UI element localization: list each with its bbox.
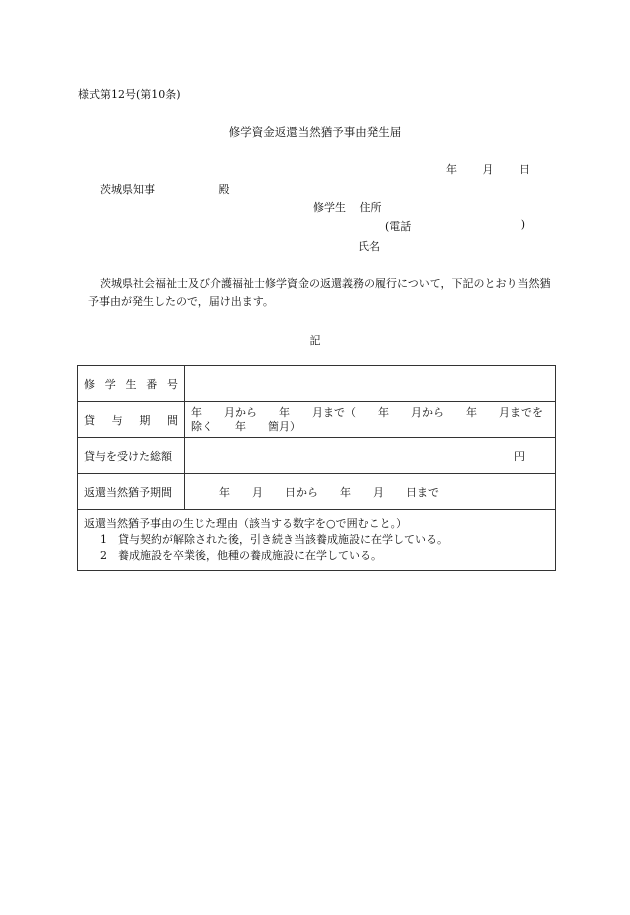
addressee xyxy=(100,181,230,197)
label-char: 与 xyxy=(111,413,123,427)
body-text: 茨城県社会福祉士及び介護福祉士修学資金の返還義務の履行について，下記のとおり当然猶予事由が発生したので，届け出ます。 xyxy=(88,277,551,308)
date-year: 年 xyxy=(446,163,457,176)
label-char: 生 xyxy=(125,377,137,391)
phone-line xyxy=(385,218,525,234)
date-day: 日 xyxy=(519,163,530,176)
phone-label: (電話 xyxy=(385,220,412,233)
loan-period-label-text xyxy=(84,412,178,428)
table-row xyxy=(78,510,556,571)
student-label: 修学生 xyxy=(313,201,346,214)
deferment-label: 返還当然猶予期間 xyxy=(78,474,185,510)
loan-period-label xyxy=(78,402,185,438)
label-char: 番 xyxy=(146,377,158,391)
label-char: 貸 xyxy=(84,413,95,427)
reason-option-1[interactable]: 1 貸与契約が解除された後，引き続き当該養成施設に在学している。 xyxy=(100,533,448,546)
student-info xyxy=(313,199,382,215)
date-month: 月 xyxy=(482,163,494,176)
total-loan-field[interactable]: 円 xyxy=(185,438,556,474)
date-line xyxy=(446,161,530,177)
student-number-field[interactable] xyxy=(185,366,556,402)
table-row xyxy=(78,366,556,402)
reason-cell xyxy=(78,510,556,571)
loan-period-field[interactable]: 年 月から 年 月まで（ 年 月から 年 月までを除く 年 箇月） xyxy=(185,402,556,438)
student-number-label xyxy=(78,366,185,402)
table-row xyxy=(78,402,556,438)
total-loan-label: 貸与を受けた総額 xyxy=(78,438,185,474)
phone-close: ) xyxy=(520,218,525,231)
form-number: 様式第12号(第10条) xyxy=(78,88,181,101)
table-row xyxy=(78,438,556,474)
name-label: 氏名 xyxy=(358,240,380,253)
deferment-field[interactable]: 年 月 日から 年 月 日まで xyxy=(185,474,556,510)
label-char: 号 xyxy=(167,377,178,391)
page-title: 修学資金返還当然猶予事由発生届 xyxy=(228,125,402,139)
label-char: 間 xyxy=(166,413,178,427)
addressee-name: 茨城県知事 xyxy=(100,183,155,196)
reason-heading: 返還当然猶予事由の生じた理由（該当する数字を○で囲むこと。） xyxy=(84,517,408,530)
label-char: 学 xyxy=(104,377,116,391)
reason-option-2[interactable]: 2 養成施設を卒業後，他種の養成施設に在学している。 xyxy=(100,549,382,562)
address-label: 住所 xyxy=(359,201,382,214)
addressee-honorific: 殿 xyxy=(218,183,230,196)
label-char: 期 xyxy=(139,413,151,427)
table-row xyxy=(78,474,556,510)
form-table xyxy=(77,365,556,571)
student-number-label-text xyxy=(84,376,178,392)
ki-heading: 記 xyxy=(309,334,321,347)
label-char: 修 xyxy=(84,377,95,391)
